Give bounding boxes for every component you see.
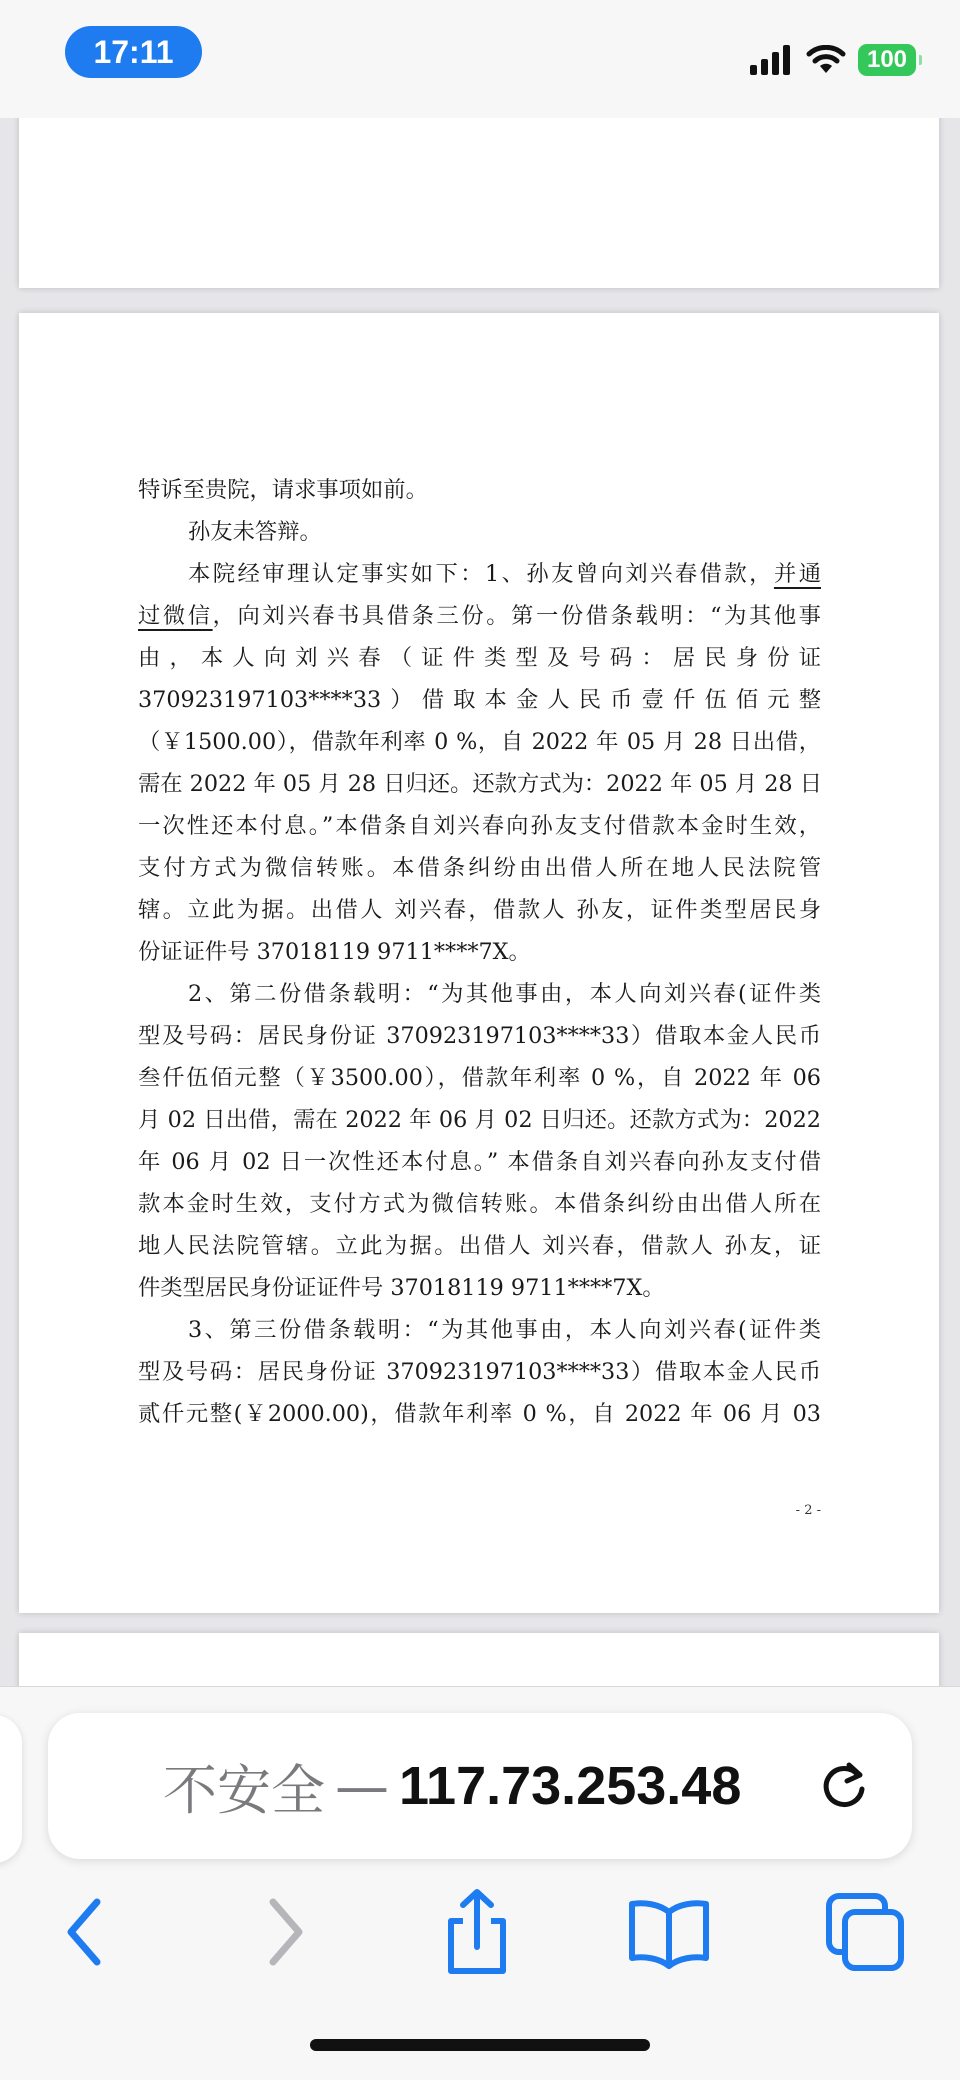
text-line: 特诉至贵院，请求事项如前。 xyxy=(138,477,428,503)
browser-toolbar xyxy=(0,1887,960,1987)
clock-time: 17:11 xyxy=(93,33,174,70)
text-line: 需在 2022 年 05 月 28 日归还。还款方式为：2022 年 05 月 28 日 xyxy=(138,771,822,797)
previous-page xyxy=(19,118,939,288)
text-line: 月 02 日出借，需在 2022 年 06 月 02 日归还。还款方式为：2022 xyxy=(138,1107,821,1133)
share-icon xyxy=(437,1887,517,1977)
address-bar[interactable] xyxy=(48,1713,912,1859)
underlined-text: 过微信 xyxy=(138,603,213,629)
share-button[interactable] xyxy=(432,1887,522,1977)
address-separator: — xyxy=(335,1754,389,1818)
url-text: 117.73.253.48 xyxy=(399,1756,742,1816)
wifi-icon xyxy=(806,45,846,75)
text-line: 年 06 月 02 日一次性还本付息。” 本借条自刘兴春向孙友支付借 xyxy=(138,1149,821,1175)
back-icon xyxy=(55,1892,115,1972)
text-line: 支付方式为微信转账。本借条纠纷由出借人所在地人民法院管 xyxy=(138,855,821,881)
previous-tab-peek[interactable] xyxy=(0,1715,22,1863)
reload-icon[interactable] xyxy=(816,1759,872,1815)
text-line: 一次性还本付息。”本借条自刘兴春向孙友支付借款本金时生效， xyxy=(138,813,821,839)
back-button[interactable] xyxy=(40,1887,130,1977)
text-segment: ，向刘兴春书具借条三份。第一份借条载明：“为其他事 xyxy=(212,603,821,629)
text-line: 地人民法院管辖。立此为据。出借人 刘兴春，借款人 孙友，证 xyxy=(138,1233,821,1259)
text-line: （￥1500.00），借款年利率 0 %，自 2022 年 05 月 28 日出借， xyxy=(138,729,821,755)
document-body xyxy=(138,469,821,1435)
home-indicator xyxy=(310,2039,650,2051)
forward-button[interactable] xyxy=(240,1887,330,1977)
next-page xyxy=(19,1633,939,1686)
text-line: 贰仟元整(￥2000.00)，借款年利率 0 %，自 2022 年 06 月 03 xyxy=(138,1401,821,1427)
text-line: 型及号码：居民身份证 370923197103****33）借取本金人民币 xyxy=(138,1359,821,1385)
text-line: 型及号码：居民身份证 370923197103****33）借取本金人民币 xyxy=(138,1023,821,1049)
underlined-text: 并通 xyxy=(773,561,821,587)
tabs-button[interactable] xyxy=(820,1887,910,1977)
battery-level: 100 xyxy=(866,46,908,73)
text-line: 份证证件号 37018119 9711****7X。 xyxy=(138,939,531,965)
insecure-label: 不安全 xyxy=(163,1758,325,1822)
page-number: - 2 - xyxy=(795,1503,821,1518)
time-pill[interactable] xyxy=(65,26,202,78)
tabs-icon xyxy=(823,1890,907,1974)
status-bar xyxy=(0,0,960,118)
document-viewer[interactable] xyxy=(0,118,960,1686)
text-line: 3、第三份借条载明：“为其他事由，本人向刘兴春(证件类 xyxy=(188,1317,821,1343)
text-line: 辖。立此为据。出借人 刘兴春，借款人 孙友，证件类型居民身 xyxy=(138,897,821,923)
text-line: 款本金时生效，支付方式为微信转账。本借条纠纷由出借人所在 xyxy=(138,1191,821,1217)
text-line: 叁仟伍佰元整（￥3500.00），借款年利率 0 %，自 2022 年 06 xyxy=(138,1065,821,1091)
text-line xyxy=(138,553,821,595)
document-page xyxy=(19,313,939,1613)
text-line: 孙友未答辩。 xyxy=(188,519,322,545)
address-text xyxy=(163,1713,741,1859)
forward-icon xyxy=(255,1892,315,1972)
text-line: 2、第二份借条载明：“为其他事由，本人向刘兴春(证件类 xyxy=(188,981,821,1007)
text-line xyxy=(138,595,821,637)
cellular-signal-icon xyxy=(750,45,794,75)
text-line: 由，本人向刘兴春（证件类型及号码：居民身份证 xyxy=(138,645,821,671)
text-line: 370923197103****33）借取本金人民币壹仟伍佰元整 xyxy=(138,687,821,713)
status-icons xyxy=(750,38,916,82)
browser-bottom-bar xyxy=(0,1686,960,2080)
bookmarks-button[interactable] xyxy=(624,1887,714,1977)
text-segment: 本院经审理认定事实如下：1、孙友曾向刘兴春借款， xyxy=(188,561,774,587)
bookmarks-icon xyxy=(624,1892,714,1972)
battery-icon xyxy=(858,44,916,76)
text-line: 件类型居民身份证证件号 37018119 9711****7X。 xyxy=(138,1275,665,1301)
